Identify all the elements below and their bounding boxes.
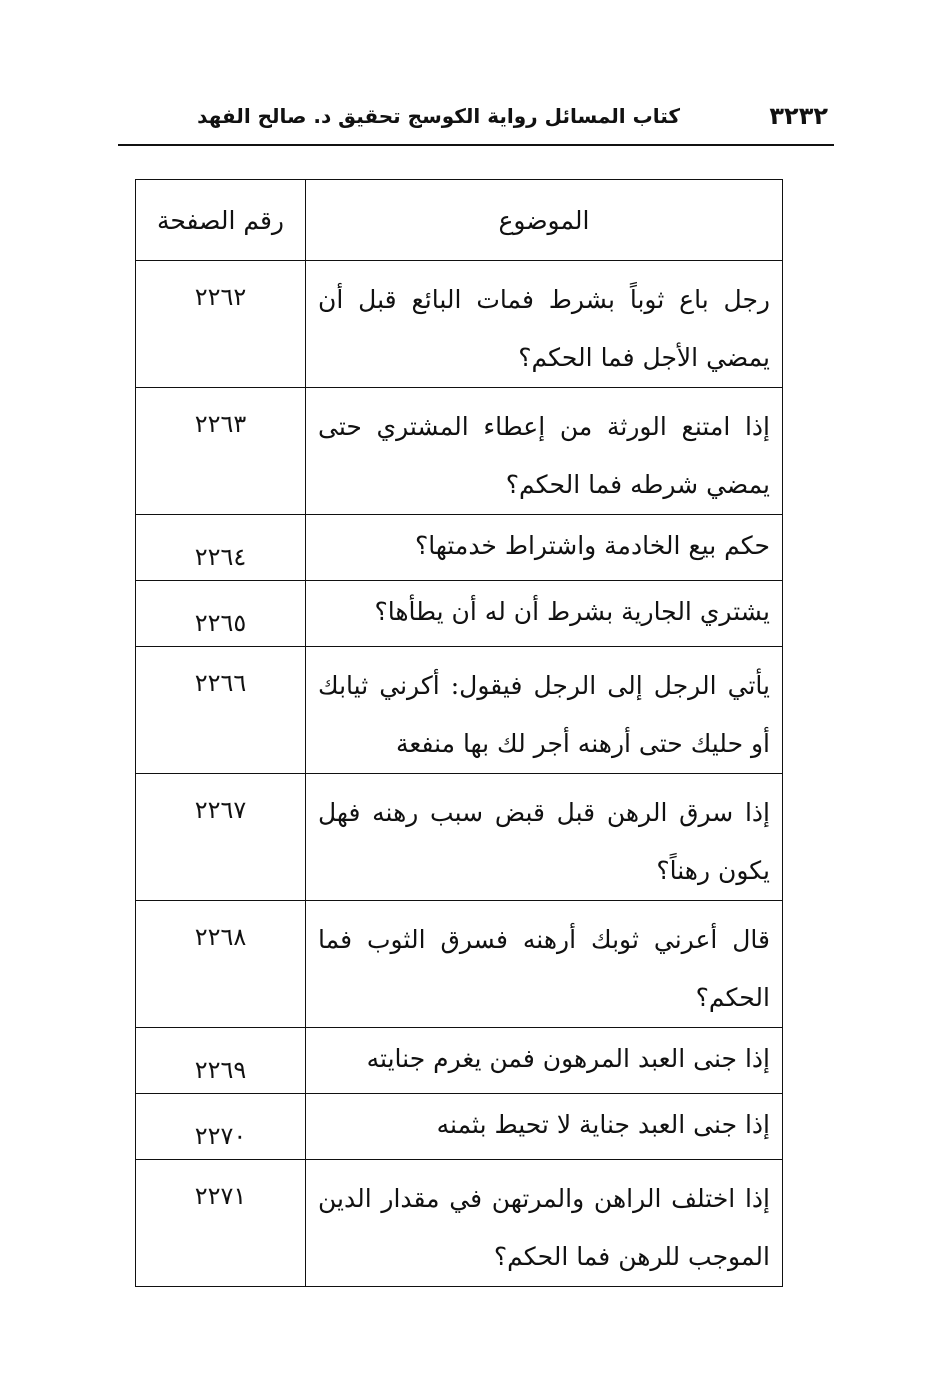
page-ref: ٢٢٦٤ <box>194 543 247 571</box>
topic-cell: إذا اختلف الراهن والمرتهن في مقدار الدين الموجب للرهن فما الحكم؟ <box>306 1160 783 1287</box>
table-row <box>136 1094 783 1160</box>
topic-cell: يأتي الرجل إلى الرجل فيقول: أكرني ثيابك أو حليك حتى أرهنه أجر لك بها منفعة <box>306 647 783 774</box>
page-ref: ٢٢٦٩ <box>194 1056 247 1084</box>
page-cell <box>136 1160 306 1287</box>
topic-cell: إذا جنى العبد المرهون فمن يغرم جنايته <box>306 1028 783 1094</box>
topic-cell: إذا جنى العبد جناية لا تحيط بثمنه <box>306 1094 783 1160</box>
topic-cell: حكم بيع الخادمة واشتراط خدمتها؟ <box>306 515 783 581</box>
contents-table <box>135 179 783 1287</box>
page-ref: ٢٢٧٠ <box>194 1122 247 1150</box>
table-row <box>136 647 783 774</box>
running-title: كتاب المسائل رواية الكوسج تحقيق د. صالح الفهد <box>197 104 680 128</box>
topic-cell: رجل باع ثوباً بشرط فمات البائع قبل أن يمضي الأجل فما الحكم؟ <box>306 261 783 388</box>
table-header-row <box>136 180 783 261</box>
page-ref: ٢٢٦٥ <box>194 609 247 637</box>
table-row <box>136 581 783 647</box>
page-cell <box>136 1028 306 1094</box>
topic-cell: إذا سرق الرهن قبل قبض سبب رهنه فهل يكون رهناً؟ <box>306 774 783 901</box>
table-row <box>136 774 783 901</box>
page-ref: ٢٢٦٨ <box>194 923 247 951</box>
table-row <box>136 1160 783 1287</box>
topic-cell: يشتري الجارية بشرط أن له أن يطأها؟ <box>306 581 783 647</box>
table-row <box>136 261 783 388</box>
page-header <box>118 96 834 144</box>
table-row <box>136 901 783 1028</box>
page-ref: ٢٢٦٦ <box>194 669 247 697</box>
table-row <box>136 1028 783 1094</box>
page-ref: ٢٢٦٢ <box>194 283 247 311</box>
topic-cell: قال أعرني ثوبك أرهنه فسرق الثوب فما الحكم؟ <box>306 901 783 1028</box>
page-cell <box>136 388 306 515</box>
table-row <box>136 515 783 581</box>
topic-cell: إذا امتنع الورثة من إعطاء المشتري حتى يمضي شرطه فما الحكم؟ <box>306 388 783 515</box>
page-cell <box>136 1094 306 1160</box>
page-cell <box>136 647 306 774</box>
page-cell <box>136 774 306 901</box>
column-header-page: رقم الصفحة <box>136 180 306 261</box>
page-number: ٣٢٣٢ <box>769 102 828 130</box>
table-row <box>136 388 783 515</box>
page-cell <box>136 901 306 1028</box>
page-cell <box>136 515 306 581</box>
page-ref: ٢٢٦٧ <box>194 796 247 824</box>
page-cell <box>136 261 306 388</box>
page-ref: ٢٢٧١ <box>194 1182 247 1210</box>
column-header-topic: الموضوع <box>306 180 783 261</box>
page-ref: ٢٢٦٣ <box>194 410 247 438</box>
page-cell <box>136 581 306 647</box>
header-rule <box>118 144 834 146</box>
